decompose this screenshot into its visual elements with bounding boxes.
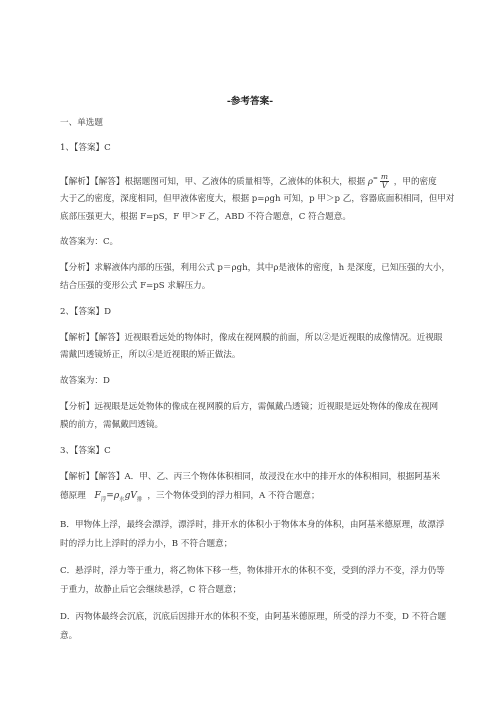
formula-gv: gV [124, 491, 137, 501]
q3-answer: 3、【答案】C [60, 446, 111, 456]
formula-force-sub: 浮 [100, 496, 107, 503]
page-title: -参考答案- [226, 96, 274, 107]
formula-force: F [94, 491, 101, 501]
q3-option-c-line-2: 于重力，故静止后它会继续悬浮，C 符合题意； [60, 585, 242, 595]
q1-analysis-text-b: ，甲的密度 [393, 177, 437, 187]
q3-option-a-line-2 [60, 491, 320, 506]
q2-note-line-2: 膜的前方，需佩戴凹透镜。 [60, 420, 164, 430]
q3-option-a-line-1: 【解析】【解答】A．甲、乙、丙三个物体体积相同，故浸没在水中的排开水的体积相同，根据阿基米 [60, 472, 441, 482]
q2-analysis-line-1: 【解析】【解答】近视眼看远处的物体时，像成在视网膜的前面，所以②是近视眼的成像情况。近视眼 [60, 333, 443, 343]
rho-symbol: ρ [367, 177, 373, 187]
q1-final-answer: 故答案为：C。 [60, 237, 119, 247]
q2-analysis-line-2: 需戴凹透镜矫正，所以④是近视眼的矫正做法。 [60, 350, 241, 360]
q3-option-b-line-1: B．甲物体上浮，最终会漂浮，漂浮时，排开水的体积小于物体本身的体积，由阿基米德原理，故漂浮 [60, 520, 445, 530]
q3-option-d-line-1: D．丙物体最终会沉底，沉底后因排开水的体积不变，由阿基米德原理，所受的浮力不变，D 不符合题 [60, 612, 447, 622]
formula-rho-sub: 水 [119, 496, 125, 503]
q3-option-d-line-2: 意。 [60, 631, 78, 641]
q1-analysis-line-3: 底部压强更大，根据 F=pS，F 甲＞F 乙，ABD 不符合题意，C 符合题意。 [60, 212, 351, 222]
formula-equals-rho: =ρ [106, 491, 120, 501]
q1-answer: 1、【答案】C [60, 143, 111, 153]
q1-note-line-1: 【分析】求解液体内部的压强，利用公式 p＝ρgh，其中ρ是液体的密度，h 是深度，已知压强的大小， [60, 263, 450, 273]
q1-analysis-line-2: 大于乙的密度，深度相同，但甲液体密度大，根据 p=ρgh 可知，p 甲＞p 乙，容器底面积相同，但甲对 [60, 194, 455, 204]
fraction-numerator: m [380, 172, 389, 181]
formula-v-sub: 排 [136, 496, 143, 503]
q3-option-a-prefix: 德原理 [60, 491, 86, 501]
q3-option-b-line-2: 时的浮力比上浮时的浮力小，B 不符合题意； [60, 539, 233, 549]
q3-option-a-suffix: ，三个物体受到的浮力相同，A 不符合题意； [147, 491, 320, 501]
section-heading: 一、单选题 [60, 118, 103, 128]
q2-answer: 2、【答案】D [60, 307, 112, 317]
q1-analysis-line-1 [60, 173, 437, 190]
equals-sign: = [372, 175, 378, 183]
density-formula [367, 172, 394, 190]
q2-final-answer: 故答案为：D [60, 376, 110, 386]
q3-option-c-line-1: C．悬浮时，浮力等于重力，将乙物体下移一些，物体排开水的体积不变，受到的浮力不变，浮力仍等 [60, 566, 445, 576]
q1-note-line-2: 结合压强的变形公式 F=pS 求解压力。 [60, 281, 211, 291]
q2-note-line-1: 【分析】远视眼是远处物体的像成在视网膜的后方，需佩戴凸透镜；近视眼是远处物体的像成在视网 [60, 402, 439, 412]
q1-analysis-text-a: 【解析】【解答】根据题图可知，甲、乙液体的质量相等，乙液体的体积大，根据 [60, 177, 366, 187]
buoyancy-formula [95, 491, 146, 501]
fraction-denominator: V [381, 181, 388, 190]
mass-over-volume-fraction [380, 173, 389, 190]
